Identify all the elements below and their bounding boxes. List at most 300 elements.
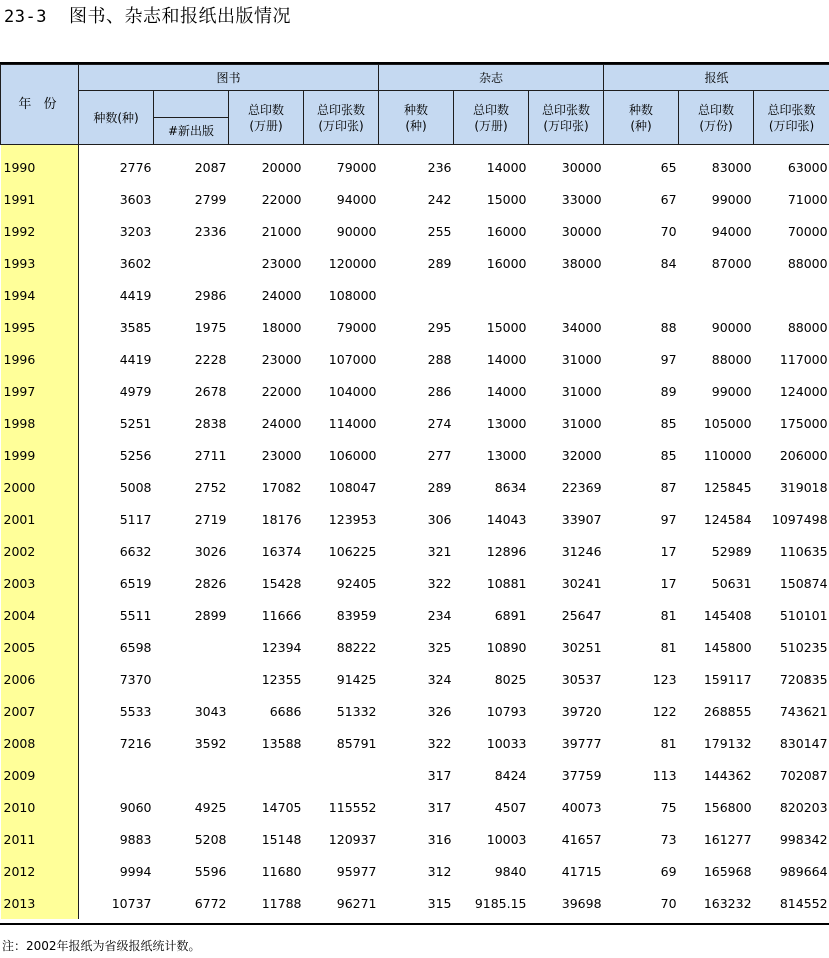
table-row	[1, 535, 829, 567]
value-cell: 83959	[336, 607, 377, 623]
value-cell: 50631	[711, 575, 752, 591]
value-cell: 3203	[119, 223, 152, 239]
value-cell: 124584	[703, 511, 752, 527]
value-cell: 39777	[561, 735, 602, 751]
value-cell: 12394	[261, 639, 302, 655]
book-kinds-header: 种数(种)	[79, 91, 154, 145]
value-cell: 97	[660, 511, 677, 527]
value-cell: 4419	[119, 351, 152, 367]
table-row	[1, 439, 829, 471]
value-cell: 814552	[779, 895, 828, 911]
value-cell: 70	[660, 223, 677, 239]
value-cell	[679, 279, 754, 311]
value-cell: 317	[427, 799, 452, 815]
value-cell: 52989	[711, 543, 752, 559]
page-title	[4, 5, 291, 29]
value-cell: 14705	[261, 799, 302, 815]
header-line: 总印数	[247, 102, 284, 117]
table-row	[1, 855, 829, 887]
value-cell: 125845	[703, 479, 752, 495]
value-cell: 3585	[119, 319, 152, 335]
value-cell: 30000	[561, 223, 602, 239]
value-cell: 106225	[328, 543, 377, 559]
value-cell	[304, 759, 379, 791]
header-line: 种数	[629, 102, 654, 117]
value-cell: 145408	[703, 607, 752, 623]
table-row	[1, 503, 829, 535]
table-body	[1, 145, 829, 920]
value-cell: 5511	[119, 607, 152, 623]
value-cell: 18176	[261, 511, 302, 527]
value-cell: 2087	[194, 159, 227, 175]
value-cell: 32000	[561, 447, 602, 463]
value-cell: 6519	[119, 575, 152, 591]
value-cell: 63000	[787, 159, 828, 175]
value-cell: 90000	[711, 319, 752, 335]
value-cell: 4507	[494, 799, 527, 815]
value-cell: 65	[660, 159, 677, 175]
value-cell: 10890	[486, 639, 527, 655]
value-cell	[154, 663, 229, 695]
value-cell: 9840	[494, 863, 527, 879]
table-row	[1, 695, 829, 727]
value-cell	[754, 279, 829, 311]
value-cell: 23000	[261, 447, 302, 463]
value-cell: 18000	[261, 319, 302, 335]
value-cell: 79000	[336, 319, 377, 335]
value-cell: 326	[427, 703, 452, 719]
header-unit: (万印张)	[318, 118, 364, 133]
table-row	[1, 343, 829, 375]
value-cell: 6891	[494, 607, 527, 623]
value-cell: 159117	[703, 671, 752, 687]
value-cell: 288	[427, 351, 452, 367]
value-cell: 312	[427, 863, 452, 879]
value-cell: 89	[660, 383, 677, 399]
value-cell	[154, 759, 229, 791]
value-cell: 2336	[194, 223, 227, 239]
year-cell: 2009	[1, 759, 79, 791]
value-cell: 998342	[779, 831, 828, 847]
value-cell: 90000	[336, 223, 377, 239]
value-cell: 295	[427, 319, 452, 335]
value-cell: 156800	[703, 799, 752, 815]
value-cell: 268855	[703, 703, 752, 719]
value-cell: 2899	[194, 607, 227, 623]
table-row	[1, 471, 829, 503]
year-cell: 2006	[1, 663, 79, 695]
value-cell: 67	[660, 191, 677, 207]
value-cell	[454, 279, 529, 311]
value-cell	[79, 759, 154, 791]
table-title: 图书、杂志和报纸出版情况	[68, 6, 291, 27]
value-cell: 108047	[328, 479, 377, 495]
year-cell: 1997	[1, 375, 79, 407]
value-cell: 88222	[336, 639, 377, 655]
value-cell: 11666	[261, 607, 302, 623]
value-cell: 17	[660, 575, 677, 591]
value-cell: 14000	[486, 383, 527, 399]
value-cell: 91425	[336, 671, 377, 687]
value-cell: 88	[660, 319, 677, 335]
value-cell: 702087	[779, 767, 828, 783]
value-cell: 85	[660, 447, 677, 463]
value-cell: 15428	[261, 575, 302, 591]
value-cell: 3602	[119, 255, 152, 271]
table-row	[1, 183, 829, 215]
value-cell: 322	[427, 575, 452, 591]
value-cell: 38000	[561, 255, 602, 271]
header-unit: (万印张)	[543, 118, 589, 133]
value-cell: 321	[427, 543, 452, 559]
value-cell: 14043	[486, 511, 527, 527]
value-cell: 989664	[779, 863, 828, 879]
value-cell: 7216	[119, 735, 152, 751]
year-cell: 2010	[1, 791, 79, 823]
year-cell: 1999	[1, 439, 79, 471]
value-cell: 88000	[711, 351, 752, 367]
value-cell: 81	[660, 607, 677, 623]
value-cell: 120000	[328, 255, 377, 271]
table-row	[1, 247, 829, 279]
header-unit: (种)	[405, 118, 427, 133]
value-cell: 10881	[486, 575, 527, 591]
value-cell: 30251	[561, 639, 602, 655]
value-cell: 115552	[328, 799, 377, 815]
value-cell: 144362	[703, 767, 752, 783]
value-cell: 124000	[779, 383, 828, 399]
book-new-header: #新出版	[154, 118, 229, 145]
value-cell: 51332	[336, 703, 377, 719]
value-cell: 10793	[486, 703, 527, 719]
value-cell: 5533	[119, 703, 152, 719]
table-row	[1, 759, 829, 791]
year-cell: 1993	[1, 247, 79, 279]
value-cell: 73	[660, 831, 677, 847]
value-cell: 5008	[119, 479, 152, 495]
value-cell: 165968	[703, 863, 752, 879]
value-cell	[604, 279, 679, 311]
year-cell: 2004	[1, 599, 79, 631]
footnote: 注：2002年报纸为省级报纸统计数。	[2, 939, 201, 953]
value-cell: 23000	[261, 255, 302, 271]
value-cell: 2228	[194, 351, 227, 367]
value-cell: 150874	[779, 575, 828, 591]
value-cell: 319018	[779, 479, 828, 495]
value-cell: 34000	[561, 319, 602, 335]
value-cell: 99000	[711, 383, 752, 399]
value-cell: 83000	[711, 159, 752, 175]
value-cell: 2776	[119, 159, 152, 175]
book-sheets-header	[304, 91, 379, 145]
value-cell: 41657	[561, 831, 602, 847]
magazines-group-header: 杂志	[379, 65, 604, 91]
value-cell: 15000	[486, 191, 527, 207]
year-cell: 1992	[1, 215, 79, 247]
value-cell: 122	[652, 703, 677, 719]
header-line: 总印张数	[767, 102, 816, 117]
value-cell: 92405	[336, 575, 377, 591]
value-cell: 255	[427, 223, 452, 239]
value-cell: 9883	[119, 831, 152, 847]
value-cell: 94000	[711, 223, 752, 239]
table-row	[1, 727, 829, 759]
value-cell: 2719	[194, 511, 227, 527]
value-cell: 234	[427, 607, 452, 623]
value-cell: 5256	[119, 447, 152, 463]
value-cell: 179132	[703, 735, 752, 751]
value-cell: 70	[660, 895, 677, 911]
year-cell: 2013	[1, 887, 79, 919]
value-cell: 31246	[561, 543, 602, 559]
book-new-header-spacer	[154, 91, 229, 118]
year-cell: 1994	[1, 279, 79, 311]
value-cell: 9060	[119, 799, 152, 815]
value-cell	[529, 279, 604, 311]
value-cell: 30000	[561, 159, 602, 175]
value-cell: 10003	[486, 831, 527, 847]
value-cell: 71000	[787, 191, 828, 207]
value-cell: 88000	[787, 255, 828, 271]
value-cell: 16374	[261, 543, 302, 559]
value-cell: 107000	[328, 351, 377, 367]
value-cell: 3592	[194, 735, 227, 751]
value-cell	[154, 247, 229, 279]
year-cell: 2003	[1, 567, 79, 599]
value-cell: 13000	[486, 415, 527, 431]
value-cell: 820203	[779, 799, 828, 815]
value-cell: 5117	[119, 511, 152, 527]
year-cell: 1995	[1, 311, 79, 343]
value-cell: 7370	[119, 671, 152, 687]
year-cell: 1998	[1, 407, 79, 439]
value-cell	[229, 759, 304, 791]
value-cell: 510101	[779, 607, 828, 623]
value-cell: 31000	[561, 415, 602, 431]
value-cell: 743621	[779, 703, 828, 719]
table-header	[1, 65, 829, 145]
value-cell: 123	[652, 671, 677, 687]
year-cell: 2001	[1, 503, 79, 535]
year-cell: 2008	[1, 727, 79, 759]
value-cell: 6772	[194, 895, 227, 911]
year-cell: 1990	[1, 145, 79, 184]
value-cell: 4419	[119, 287, 152, 303]
value-cell: 4979	[119, 383, 152, 399]
value-cell: 81	[660, 735, 677, 751]
newspapers-group-header: 报纸	[604, 65, 829, 91]
value-cell: 40073	[561, 799, 602, 815]
value-cell: 830147	[779, 735, 828, 751]
value-cell: 306	[427, 511, 452, 527]
table-row	[1, 311, 829, 343]
value-cell: 4925	[194, 799, 227, 815]
value-cell: 24000	[261, 415, 302, 431]
value-cell: 39720	[561, 703, 602, 719]
value-cell: 289	[427, 479, 452, 495]
header-line: 总印数	[473, 102, 510, 117]
book-copies-header	[229, 91, 304, 145]
value-cell: 12896	[486, 543, 527, 559]
value-cell: 3603	[119, 191, 152, 207]
bottom-rule	[0, 923, 829, 925]
value-cell: 2826	[194, 575, 227, 591]
year-cell: 2011	[1, 823, 79, 855]
value-cell: 2711	[194, 447, 227, 463]
year-column-header: 年 份	[1, 65, 79, 145]
value-cell: 325	[427, 639, 452, 655]
year-cell: 2005	[1, 631, 79, 663]
value-cell: 87	[660, 479, 677, 495]
value-cell: 120937	[328, 831, 377, 847]
value-cell: 33000	[561, 191, 602, 207]
value-cell: 163232	[703, 895, 752, 911]
value-cell: 31000	[561, 383, 602, 399]
value-cell: 9994	[119, 863, 152, 879]
value-cell: 39698	[561, 895, 602, 911]
value-cell: 21000	[261, 223, 302, 239]
value-cell: 175000	[779, 415, 828, 431]
value-cell: 106000	[328, 447, 377, 463]
value-cell: 81	[660, 639, 677, 655]
table-row	[1, 823, 829, 855]
value-cell: 2986	[194, 287, 227, 303]
value-cell: 5208	[194, 831, 227, 847]
header-unit: (万印张)	[768, 118, 815, 133]
value-cell: 95977	[336, 863, 377, 879]
table-row	[1, 145, 829, 184]
value-cell: 8424	[494, 767, 527, 783]
year-cell: 2007	[1, 695, 79, 727]
value-cell: 33907	[561, 511, 602, 527]
value-cell: 9185.15	[474, 895, 527, 911]
value-cell: 11680	[261, 863, 302, 879]
header-unit: (种)	[630, 118, 652, 133]
magazine-copies-header	[454, 91, 529, 145]
value-cell: 6598	[119, 639, 152, 655]
value-cell: 22000	[261, 383, 302, 399]
value-cell: 75	[660, 799, 677, 815]
value-cell: 110635	[779, 543, 828, 559]
value-cell: 15148	[261, 831, 302, 847]
magazine-kinds-header	[379, 91, 454, 145]
value-cell: 6632	[119, 543, 152, 559]
table-row	[1, 599, 829, 631]
magazine-sheets-header	[529, 91, 604, 145]
value-cell: 277	[427, 447, 452, 463]
value-cell: 24000	[261, 287, 302, 303]
value-cell: 316	[427, 831, 452, 847]
value-cell: 2678	[194, 383, 227, 399]
value-cell: 11788	[261, 895, 302, 911]
value-cell: 274	[427, 415, 452, 431]
value-cell: 242	[427, 191, 452, 207]
publishing-table	[0, 64, 829, 919]
value-cell: 70000	[787, 223, 828, 239]
value-cell: 5596	[194, 863, 227, 879]
value-cell: 113	[652, 767, 677, 783]
value-cell: 322	[427, 735, 452, 751]
value-cell: 2752	[194, 479, 227, 495]
value-cell: 30241	[561, 575, 602, 591]
value-cell: 110000	[703, 447, 752, 463]
value-cell: 289	[427, 255, 452, 271]
value-cell: 13588	[261, 735, 302, 751]
value-cell: 23000	[261, 351, 302, 367]
value-cell: 161277	[703, 831, 752, 847]
table-row	[1, 631, 829, 663]
year-cell: 2000	[1, 471, 79, 503]
value-cell: 13000	[486, 447, 527, 463]
value-cell: 1097498	[771, 511, 828, 527]
table-row	[1, 215, 829, 247]
year-cell: 1996	[1, 343, 79, 375]
value-cell: 317	[427, 767, 452, 783]
year-cell: 1991	[1, 183, 79, 215]
value-cell: 286	[427, 383, 452, 399]
value-cell: 87000	[711, 255, 752, 271]
value-cell: 14000	[486, 351, 527, 367]
value-cell: 97	[660, 351, 677, 367]
header-unit: (万册)	[249, 118, 283, 133]
year-cell: 2012	[1, 855, 79, 887]
value-cell: 31000	[561, 351, 602, 367]
value-cell: 15000	[486, 319, 527, 335]
value-cell: 10737	[111, 895, 152, 911]
table-row	[1, 887, 829, 919]
value-cell: 99000	[711, 191, 752, 207]
newspaper-sheets-header	[754, 91, 829, 145]
value-cell: 5251	[119, 415, 152, 431]
value-cell: 104000	[328, 383, 377, 399]
value-cell: 37759	[561, 767, 602, 783]
value-cell: 85791	[336, 735, 377, 751]
value-cell: 96271	[336, 895, 377, 911]
value-cell: 85	[660, 415, 677, 431]
value-cell	[154, 631, 229, 663]
value-cell: 105000	[703, 415, 752, 431]
table-row	[1, 375, 829, 407]
value-cell: 10033	[486, 735, 527, 751]
value-cell: 1975	[194, 319, 227, 335]
value-cell: 2838	[194, 415, 227, 431]
value-cell: 94000	[336, 191, 377, 207]
books-group-header: 图书	[79, 65, 379, 91]
value-cell: 123953	[328, 511, 377, 527]
value-cell: 88000	[787, 319, 828, 335]
value-cell: 8025	[494, 671, 527, 687]
value-cell: 8634	[494, 479, 527, 495]
header-unit: (万册)	[474, 118, 508, 133]
header-unit: (万份)	[699, 118, 733, 133]
header-line: 总印张数	[542, 102, 591, 117]
table-row	[1, 279, 829, 311]
value-cell: 16000	[486, 223, 527, 239]
value-cell: 510235	[779, 639, 828, 655]
value-cell: 22000	[261, 191, 302, 207]
value-cell: 12355	[261, 671, 302, 687]
value-cell: 22369	[561, 479, 602, 495]
table-row	[1, 567, 829, 599]
header-line: 种数	[404, 102, 429, 117]
table-row	[1, 791, 829, 823]
value-cell: 17	[660, 543, 677, 559]
table-number: 23-3	[4, 7, 47, 27]
value-cell: 2799	[194, 191, 227, 207]
newspaper-copies-header	[679, 91, 754, 145]
value-cell: 14000	[486, 159, 527, 175]
header-line: 总印张数	[317, 102, 366, 117]
